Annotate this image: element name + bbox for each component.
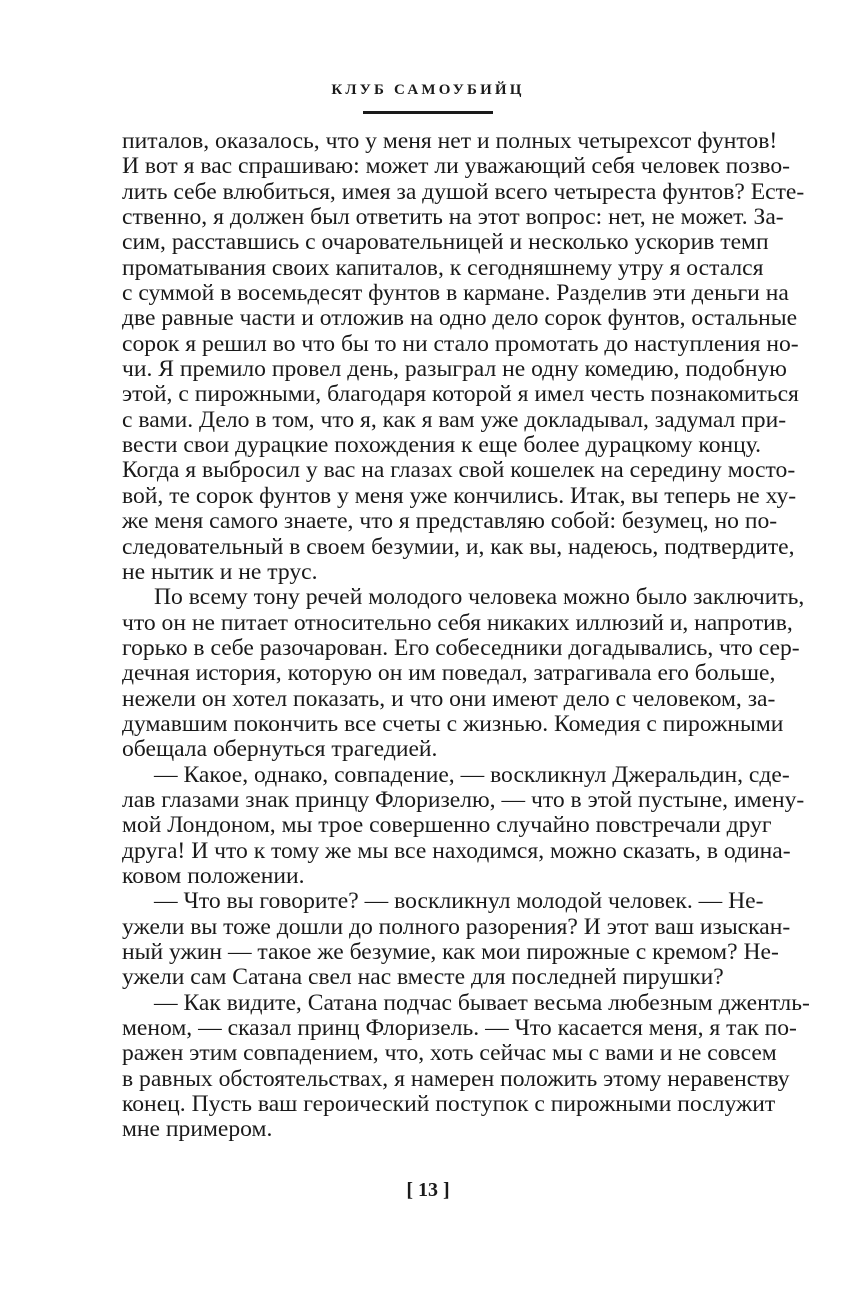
text-line: Когда я выбросил у вас на глазах свой кошелек на середину мосто-	[122, 457, 796, 484]
text-line: думавшим покончить все счеты с жизнью. Комедия с пирожными	[122, 710, 784, 737]
text-line: ственно, я должен был ответить на этот вопрос: нет, не может. За-	[122, 204, 784, 231]
text-line: ковом положении.	[122, 862, 305, 889]
text-line: лить себе влюбиться, имея за душой всего четыреста фунтов? Есте-	[122, 178, 805, 205]
text-line: две равные части и отложив на одно дело сорок фунтов, остальные	[122, 305, 798, 332]
text-line: конец. Пусть ваш героический поступок с пирожными послужит	[122, 1091, 776, 1118]
text-line: проматывания своих капиталов, к сегодняшнему утру я остался	[122, 254, 764, 281]
text-line: И вот я вас спрашиваю: может ли уважающий себя человек позво-	[122, 153, 791, 180]
text-line: в равных обстоятельствах, я намерен положить этому неравенству	[122, 1065, 790, 1092]
text-line: с суммой в восемьдесят фунтов в кармане. Разделив эти деньги на	[122, 280, 789, 307]
text-line: не нытик и не трус.	[122, 558, 318, 585]
text-line: дечная история, которую он им поведал, затрагивала его больше,	[122, 660, 776, 687]
text-line: с вами. Дело в том, что я, как я вам уже докладывал, задумал при-	[122, 406, 787, 433]
text-line: ужели сам Сатана свел нас вместе для последней пирушки?	[122, 964, 724, 991]
text-line: — Как видите, Сатана подчас бывает весьма любезным джентль-	[154, 989, 810, 1016]
text-line: ражен этим совпадением, что, хоть сейчас мы с вами и не совсем	[122, 1040, 777, 1067]
text-line: вести свои дурацкие похождения к еще более дурацкому концу.	[122, 432, 762, 459]
text-line: же меня самого знаете, что я представляю собой: безумец, но по-	[122, 508, 778, 535]
text-line: нежели он хотел показать, и что они имеют дело с человеком, за-	[122, 685, 776, 712]
text-line: мой Лондоном, мы трое совершенно случайно повстречали друг	[122, 812, 772, 839]
text-line: этой, с пирожными, благодаря которой я имел честь познакомиться	[122, 381, 799, 408]
text-line: обещала обернуться трагедией.	[122, 736, 438, 763]
text-line: сорок я решил во что бы то ни стало промотать до наступления но-	[122, 330, 799, 357]
text-line: что он не питает относительно себя никаких иллюзий и, напротив,	[122, 609, 793, 636]
text-line: друга! И что к тому же мы все находимся, можно сказать, в одина-	[122, 837, 791, 864]
text-line: ный ужин — такое же безумие, как мои пирожные с кремом? Не-	[122, 939, 779, 965]
header-rule	[363, 111, 493, 114]
running-title: КЛУБ САМОУБИЙЦ	[331, 82, 525, 98]
text-line: — Что вы говорите? — воскликнул молодой человек. — Не-	[154, 888, 764, 915]
text-line: — Какое, однако, совпадение, — воскликнул Джеральдин, сде-	[154, 761, 790, 788]
page-number: [ 13 ]	[406, 1179, 450, 1201]
text-line: лав глазами знак принцу Флоризелю, — что в этой пустыне, имену-	[122, 786, 805, 813]
text-line: мне примером.	[122, 1116, 273, 1143]
text-line: ужели вы тоже дошли до полного разорения? И этот ваш изыскан-	[122, 913, 791, 940]
text-line: питалов, оказалось, что у меня нет и полных четырехсот фунтов!	[122, 128, 778, 154]
text-line: следовательный в своем безумии, и, как вы, надеюсь, подтвердите,	[122, 533, 795, 560]
text-line: По всему тону речей молодого человека можно было заключить,	[154, 584, 805, 611]
text-line: сим, расставшись с очаровательницей и несколько ускорив темп	[122, 229, 769, 256]
body-text	[122, 128, 810, 1143]
text-line: меном, — сказал принц Флоризель. — Что касается меня, я так по-	[122, 1015, 797, 1042]
text-line: чи. Я премило провел день, разыграл не одну комедию, подобную	[122, 356, 787, 383]
text-line: горько в себе разочарован. Его собеседники догадывались, что сер-	[122, 634, 800, 661]
text-line: вой, те сорок фунтов у меня уже кончились. Итак, вы теперь не ху-	[122, 482, 797, 509]
